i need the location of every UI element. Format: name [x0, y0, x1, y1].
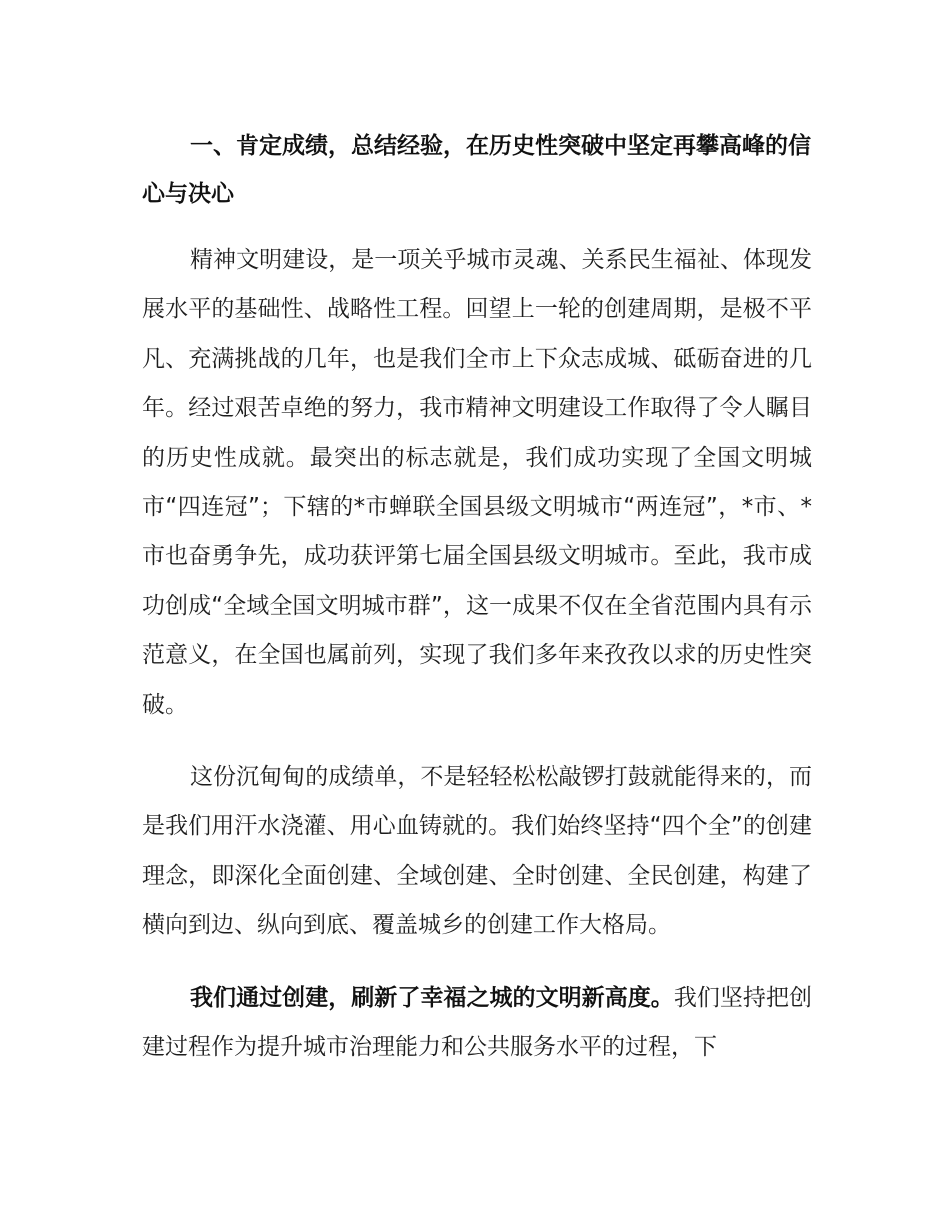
- section-heading: 一、肯定成绩，总结经验，在历史性突破中坚定再攀高峰的信心与决心: [142, 133, 811, 207]
- paragraph-text: 我们坚持把创建过程作为提升城市治理能力和公共服务水平的过程，下: [142, 984, 813, 1061]
- paragraph-achievements: [142, 236, 812, 730]
- paragraph-text: 这份沉甸甸的成绩单，不是轻轻松松敲锣打鼓就能得来的，而是我们用汗水浇灌、用心血铸就的。我们始终坚持“四个全”的创建理念，即深化全面创建、全域创建、全时创建、全民创建，构建了横向到边、纵向到底、覆盖城乡的创建工作大格局。: [142, 764, 812, 939]
- paragraph-happiness-city: [142, 974, 812, 1073]
- document-body: [142, 122, 812, 1073]
- paragraph-lead-sentence: 我们通过创建，刷新了幸福之城的文明新高度。: [190, 984, 674, 1011]
- paragraph-experience: [142, 753, 812, 951]
- paragraph-text: 精神文明建设，是一项关乎城市灵魂、关系民生福祉、体现发展水平的基础性、战略性工程。回望上一轮的创建周期，是极不平凡、充满挑战的几年，也是我们全市上下众志成城、砥砺奋进的几年。经过艰苦卓绝的努力，我市精神文明建设工作取得了令人瞩目的历史性成就。最突出的标志就是，我们成功实现了全国文明城市“四连冠”；下辖的*市蝉联全国县级文明城市“两连冠”，*市、*市也奋勇争先，成功获评第七届全国县级文明城市。至此，我市成功创成“全域全国文明城市群”，这一成果不仅在全省范围内具有示范意义，在全国也属前列，实现了我们多年来孜孜以求的历史性突破。: [142, 247, 812, 718]
